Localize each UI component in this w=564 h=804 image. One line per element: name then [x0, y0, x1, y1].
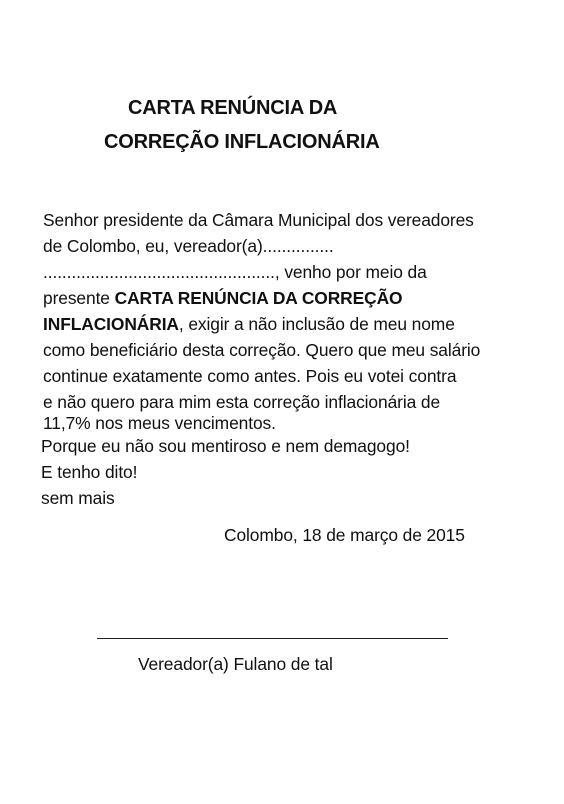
body-text: presente [43, 288, 115, 308]
body-line [43, 288, 403, 309]
signature-line [97, 638, 448, 639]
signature-name: Vereador(a) Fulano de tal [138, 654, 333, 674]
body-line: e não quero para mim esta correção inflacionária de [43, 392, 441, 412]
body-line: de Colombo, eu, vereador(a)............... [43, 236, 334, 256]
body-line: continue exatamente como antes. Pois eu votei contra [43, 366, 457, 386]
body-line: ................................................., venho por meio da [43, 262, 427, 282]
body-line [43, 314, 455, 335]
letter-title-line-1: CARTA RENÚNCIA DA [128, 97, 338, 119]
body-line: sem mais [41, 488, 115, 508]
body-line: como beneficiário desta correção. Quero que meu salário [43, 340, 481, 360]
letter-title-line-2: CORREÇÃO INFLACIONÁRIA [104, 131, 380, 153]
body-line: E tenho dito! [41, 462, 138, 482]
body-bold-text: INFLACIONÁRIA [43, 314, 179, 334]
body-bold-text: CARTA RENÚNCIA DA CORREÇÃO [114, 288, 403, 308]
date-line: Colombo, 18 de março de 2015 [224, 525, 465, 545]
body-line: Senhor presidente da Câmara Municipal dos vereadores [43, 210, 474, 230]
body-text: , exigir a não inclusão de meu nome [178, 314, 455, 334]
body-line: 11,7% nos meus vencimentos. [43, 413, 276, 433]
body-line: Porque eu não sou mentiroso e nem demagogo! [41, 436, 410, 456]
